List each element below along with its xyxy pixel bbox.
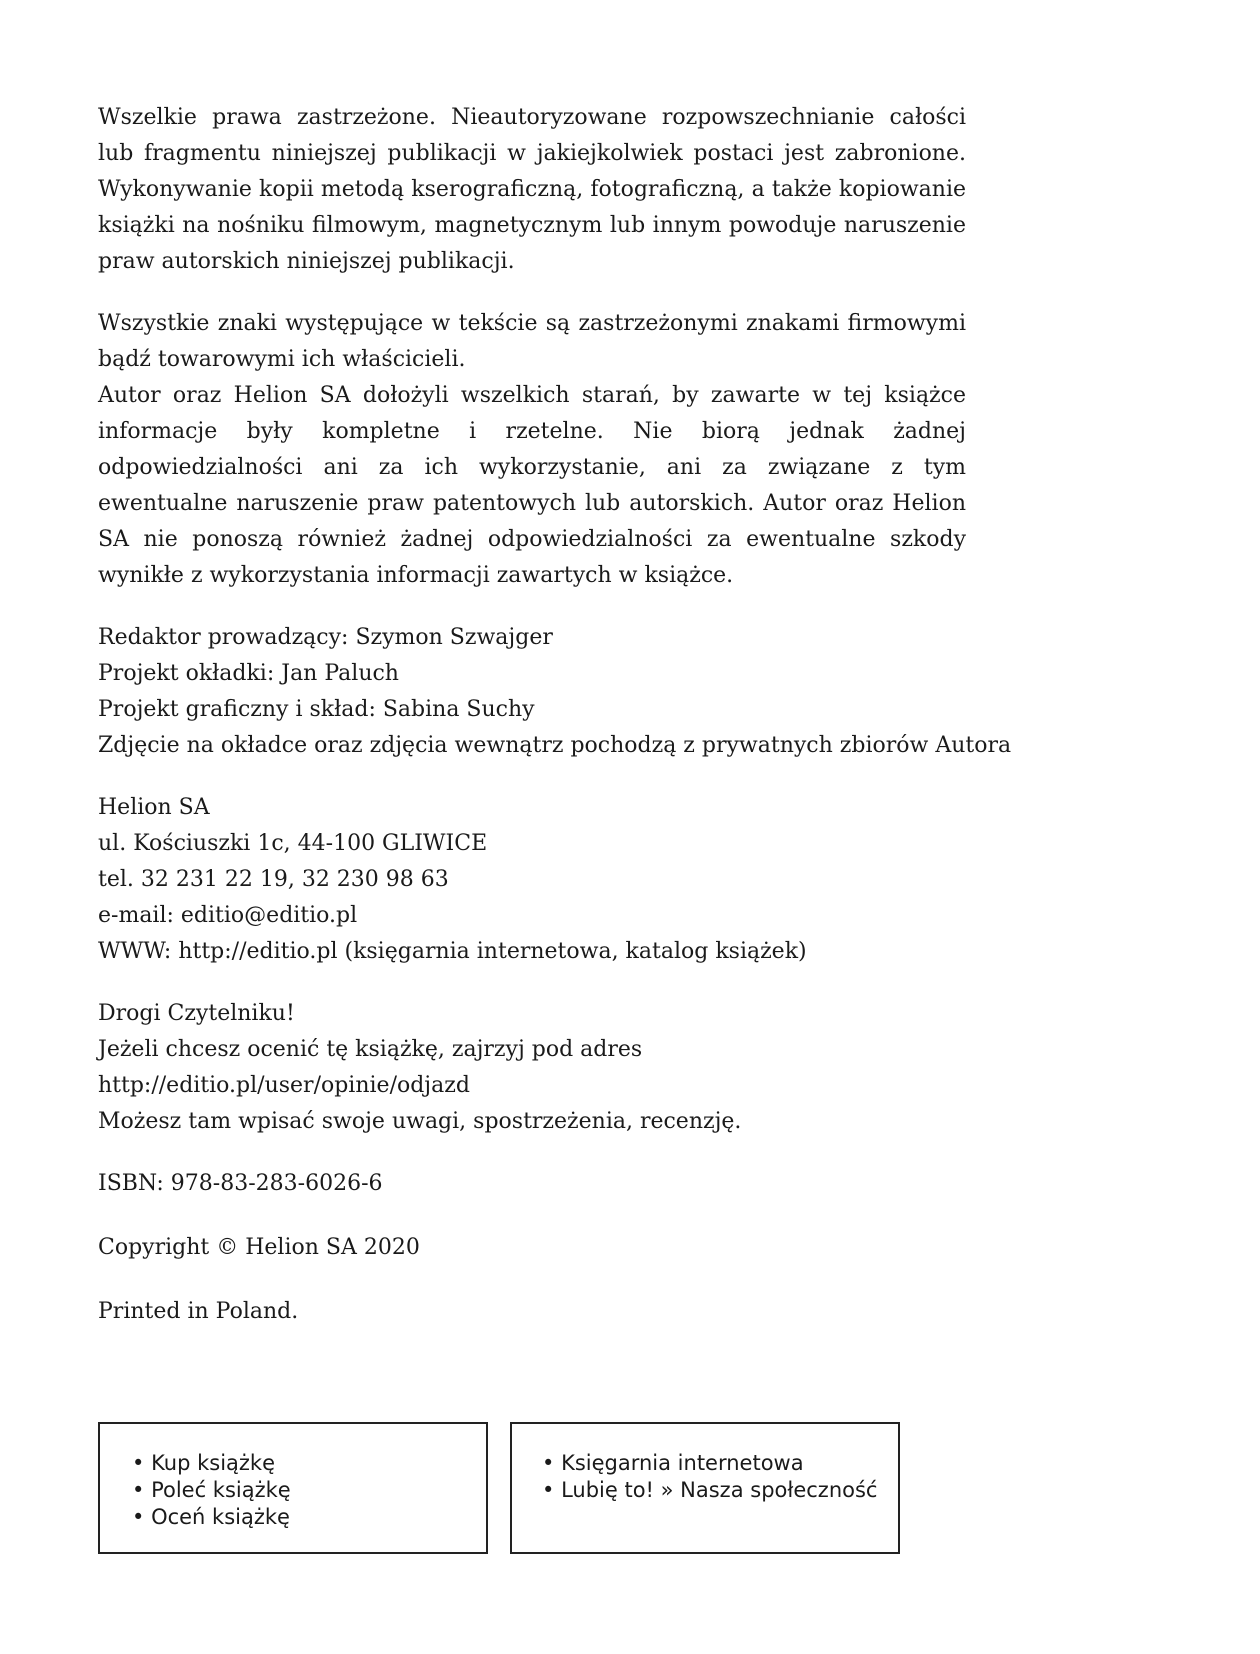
disclaimer-paragraph: Autor oraz Helion SA dołożyli wszelkich starań, by zawarte w tej książce informacje były kompletne i rzetelne. Nie biorą jednak żadnej odpowiedzialności ani za ich wykorzystanie, ani za związane z tym ewentualne naruszenie praw patentowych lub autorskich. Autor oraz Helion SA nie ponoszą również żadnej odpowiedzialności za ewentualne szkody wynikłe z wykorzystania informacji zawartych w książce. xyxy=(98,383,966,588)
reader-hint: Możesz tam wpisać swoje uwagi, spostrzeżenia, recenzję. xyxy=(98,1109,742,1134)
book-actions-box xyxy=(98,1422,488,1554)
credit-photos: Zdjęcie na okładce oraz zdjęcia wewnątrz pochodzą z prywatnych zbiorów Autora xyxy=(98,733,1012,758)
recommend-book-link[interactable]: • Poleć książkę xyxy=(132,1477,486,1504)
community-link[interactable]: • Lubię to! » Nasza społeczność xyxy=(542,1477,898,1504)
credit-design: Projekt graficzny i skład: Sabina Suchy xyxy=(98,697,535,722)
printed-notice: Printed in Poland. xyxy=(98,1299,299,1324)
buy-book-link[interactable]: • Kup książkę xyxy=(132,1450,486,1477)
review-link[interactable]: http://editio.pl/user/opinie/odjazd xyxy=(98,1073,470,1098)
isbn: ISBN: 978-83-283-6026-6 xyxy=(98,1171,383,1196)
rights-paragraph: Wszelkie prawa zastrzeżone. Nieautoryzowane rozpowszechnianie całości lub fragmentu niniejszej publikacji w jakiejkolwiek postaci jest zabronione. Wykonywanie kopii metodą kserograficzną, fotograficzną, a także kopiowanie książki na nośniku filmowym, magnetycznym lub innym powoduje naruszenie praw autorskich niniejszej publikacji. xyxy=(98,105,966,274)
links-section xyxy=(98,1422,906,1558)
credits-block xyxy=(98,620,1012,764)
reader-note-block xyxy=(98,996,966,1140)
credit-cover: Projekt okładki: Jan Paluch xyxy=(98,661,399,686)
store-links-box xyxy=(510,1422,900,1554)
publisher-phone: tel. 32 231 22 19, 32 230 98 63 xyxy=(98,867,449,892)
publisher-address: ul. Kościuszki 1c, 44-100 GLIWICE xyxy=(98,831,488,856)
online-bookstore-link[interactable]: • Księgarnia internetowa xyxy=(542,1450,898,1477)
publisher-email[interactable]: e-mail: editio@editio.pl xyxy=(98,903,358,928)
publisher-name: Helion SA xyxy=(98,795,210,820)
publisher-block xyxy=(98,790,966,970)
reader-greeting: Drogi Czytelniku! xyxy=(98,1001,295,1026)
credit-editor: Redaktor prowadzący: Szymon Szwajger xyxy=(98,625,553,650)
trademarks-paragraph: Wszystkie znaki występujące w tekście są zastrzeżonymi znakami firmowymi bądź towarowymi ich właścicieli. xyxy=(98,311,966,372)
publisher-website[interactable]: WWW: http://editio.pl (księgarnia internetowa, katalog książek) xyxy=(98,939,807,964)
copyright-notice: Copyright © Helion SA 2020 xyxy=(98,1235,420,1260)
reader-invite: Jeżeli chcesz ocenić tę książkę, zajrzyj pod adres xyxy=(98,1037,643,1062)
rate-book-link[interactable]: • Oceń książkę xyxy=(132,1504,486,1531)
copyright-page xyxy=(98,100,1012,1358)
